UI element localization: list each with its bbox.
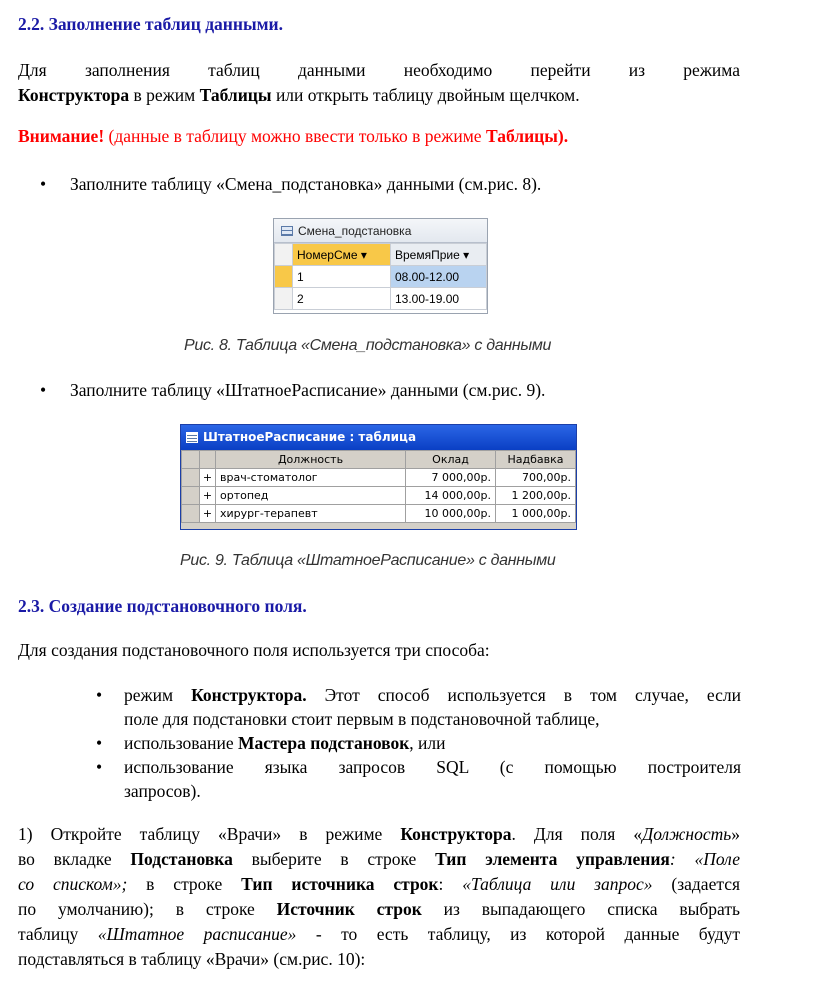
text-span: по умолчанию); в строке bbox=[18, 899, 277, 919]
bullet-item bbox=[40, 380, 545, 401]
expand-icon[interactable]: + bbox=[200, 469, 216, 487]
table-cell[interactable]: 10 000,00р. bbox=[406, 505, 496, 523]
text-span: из выпадающего списка выбрать bbox=[421, 899, 740, 919]
table-row bbox=[182, 469, 576, 487]
method-list bbox=[96, 683, 741, 803]
figure-8-table-window bbox=[273, 218, 488, 314]
list-item-continuation: запросов). bbox=[124, 781, 201, 801]
bold-term: Мастера подстановок bbox=[237, 733, 410, 753]
table-icon bbox=[186, 432, 198, 443]
row-selector[interactable] bbox=[182, 469, 200, 487]
text-span: (задается bbox=[652, 874, 741, 894]
bold-term: Конструктора bbox=[18, 85, 130, 105]
table-cell[interactable]: хирург-терапевт bbox=[216, 505, 406, 523]
table-tab-label: Смена_подстановка bbox=[298, 224, 412, 238]
table-row bbox=[275, 288, 487, 310]
paragraph-line: Для создания подстановочного поля используется три способа: bbox=[18, 640, 490, 660]
paragraph-line: подставляться в таблицу «Врачи» (см.рис. 10): bbox=[18, 949, 366, 969]
row-selector[interactable] bbox=[275, 266, 293, 288]
table-tab[interactable] bbox=[274, 219, 487, 243]
bullet-item bbox=[40, 174, 541, 195]
text-span: : bbox=[438, 874, 463, 894]
expand-icon[interactable]: + bbox=[200, 505, 216, 523]
table-cell[interactable]: 08.00-12.00 bbox=[391, 266, 487, 288]
header-row bbox=[182, 451, 576, 469]
italic-term: : «Поле bbox=[669, 849, 740, 869]
warning-bold: Таблицы). bbox=[485, 126, 569, 146]
warning-label: Внимание! bbox=[18, 126, 105, 146]
bold-term: Конструктора bbox=[400, 824, 512, 844]
bullet-icon: • bbox=[40, 174, 47, 194]
bold-term: Таблицы bbox=[199, 85, 272, 105]
table-cell[interactable]: 2 bbox=[293, 288, 391, 310]
expand-icon[interactable]: + bbox=[200, 487, 216, 505]
row-selector[interactable] bbox=[182, 505, 200, 523]
warning-text: (данные в таблицу можно ввести только в режиме bbox=[104, 126, 486, 146]
italic-term: «Штатное расписание» bbox=[97, 924, 297, 944]
paragraph-line bbox=[18, 922, 740, 947]
text-span: таблицу bbox=[18, 924, 98, 944]
table-cell[interactable]: 1 000,00р. bbox=[496, 505, 576, 523]
warning-note bbox=[18, 126, 568, 147]
table-cell[interactable]: 700,00р. bbox=[496, 469, 576, 487]
text-span: использование bbox=[124, 733, 238, 753]
text-span: в режим bbox=[129, 85, 200, 105]
text-span: в строке bbox=[127, 874, 242, 894]
paragraph-line: Для заполнения таблиц данными необходимо перейти из режима bbox=[18, 60, 740, 80]
table-cell[interactable]: 1 200,00р. bbox=[496, 487, 576, 505]
paragraph-line bbox=[18, 847, 740, 872]
header-row bbox=[275, 244, 487, 266]
table-row bbox=[182, 505, 576, 523]
list-item bbox=[96, 731, 741, 755]
select-all-cell[interactable] bbox=[182, 451, 200, 469]
datasheet-grid bbox=[274, 243, 487, 310]
table-icon bbox=[281, 226, 293, 236]
paragraph-line bbox=[18, 822, 740, 847]
expand-header bbox=[200, 451, 216, 469]
table-row bbox=[182, 487, 576, 505]
column-header[interactable]: Оклад bbox=[406, 451, 496, 469]
text-span: » bbox=[731, 824, 740, 844]
bullet-icon: • bbox=[96, 733, 103, 753]
text-span: , или bbox=[409, 733, 446, 753]
table-cell[interactable]: 1 bbox=[293, 266, 391, 288]
table-cell[interactable]: 13.00-19.00 bbox=[391, 288, 487, 310]
text-span: или открыть таблицу двойным щелчком. bbox=[271, 85, 580, 105]
figure-caption: Рис. 8. Таблица «Смена_подстановка» с данными bbox=[184, 337, 552, 354]
paragraph-line bbox=[18, 872, 740, 897]
section-heading: 2.2. Заполнение таблиц данными. bbox=[18, 14, 284, 34]
row-selector[interactable] bbox=[182, 487, 200, 505]
column-header[interactable]: НомерСме ▾ bbox=[293, 244, 391, 266]
table-cell[interactable]: 14 000,00р. bbox=[406, 487, 496, 505]
window-title: ШтатноеРасписание : таблица bbox=[203, 430, 417, 444]
text-span: 1) Откройте таблицу «Врачи» в режиме bbox=[18, 824, 401, 844]
text-span: выберите в строке bbox=[232, 849, 436, 869]
paragraph-line bbox=[18, 83, 740, 108]
table-row bbox=[275, 266, 487, 288]
list-item bbox=[96, 683, 741, 707]
bold-term: Конструктора. bbox=[191, 685, 307, 705]
column-header[interactable]: Должность bbox=[216, 451, 406, 469]
column-header[interactable]: Надбавка bbox=[496, 451, 576, 469]
bold-term: Подстановка bbox=[130, 849, 233, 869]
italic-term: со списком»; bbox=[18, 874, 128, 894]
figure-caption: Рис. 9. Таблица «ШтатноеРасписание» с данными bbox=[180, 552, 556, 569]
text-span: . Для поля « bbox=[511, 824, 643, 844]
row-selector[interactable] bbox=[275, 288, 293, 310]
text-span: режим bbox=[124, 685, 192, 705]
window-title-bar[interactable] bbox=[181, 425, 576, 450]
table-cell[interactable]: врач-стоматолог bbox=[216, 469, 406, 487]
table-cell[interactable]: 7 000,00р. bbox=[406, 469, 496, 487]
table-cell[interactable]: ортопед bbox=[216, 487, 406, 505]
select-all-cell[interactable] bbox=[275, 244, 293, 266]
bold-term: Тип элемента управления bbox=[435, 849, 670, 869]
bold-term: Тип источника строк bbox=[241, 874, 439, 894]
text-span: использование языка запросов SQL (с помощью построителя bbox=[124, 757, 741, 777]
column-header[interactable]: ВремяПрие ▾ bbox=[391, 244, 487, 266]
text-span: - то есть таблицу, из которой данные будут bbox=[296, 924, 740, 944]
bold-term: Источник строк bbox=[276, 899, 422, 919]
datasheet-grid bbox=[181, 450, 576, 523]
italic-term: Должность bbox=[642, 824, 732, 844]
instruction-paragraph bbox=[18, 822, 740, 972]
section-heading: 2.3. Создание подстановочного поля. bbox=[18, 596, 307, 616]
list-item-continuation: поле для подстановки стоит первым в подстановочной таблице, bbox=[124, 709, 600, 729]
bullet-icon: • bbox=[96, 757, 103, 777]
figure-9-table-window bbox=[180, 424, 577, 530]
bullet-text: Заполните таблицу «ШтатноеРасписание» данными (см.рис. 9). bbox=[70, 380, 546, 400]
bullet-text: Заполните таблицу «Смена_подстановка» данными (см.рис. 8). bbox=[70, 174, 542, 194]
paragraph-line bbox=[18, 897, 740, 922]
bullet-icon: • bbox=[96, 685, 103, 705]
text-span: Этот способ используется в том случае, если bbox=[306, 685, 741, 705]
bullet-icon: • bbox=[40, 380, 47, 400]
italic-term: «Таблица или запрос» bbox=[462, 874, 653, 894]
list-item bbox=[96, 755, 741, 779]
text-span: во вкладке bbox=[18, 849, 131, 869]
